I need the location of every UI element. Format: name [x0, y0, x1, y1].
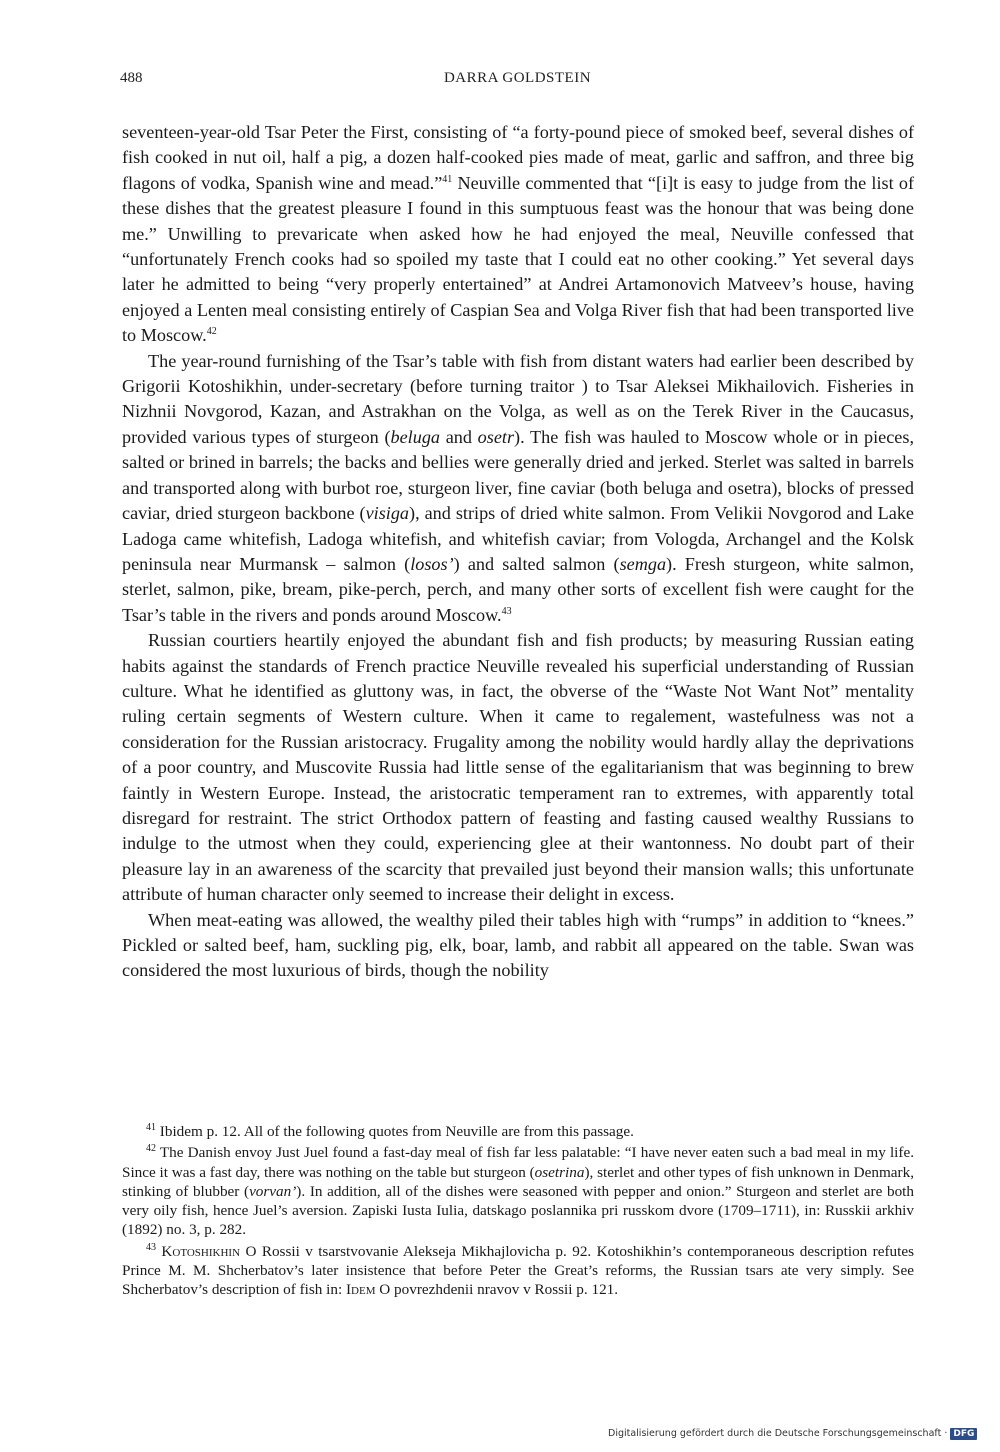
term-semga: semga: [619, 553, 667, 574]
paragraph-3: Russian courtiers heartily enjoyed the abundant fish and fish products; by measuring Russian eating habits against the standards of French practice Neuville revealed his superficial understanding of Russian culture. What he identified as gluttony was, in fact, the obverse of the “Waste Not Want Not” mentality ruling certain segments of Western culture. When it came to regalement, wastefulness was not a consideration for the Russian aristocracy. Frugality among the nobility would hardly allay the deprivations of a poor country, and Muscovite Russia had little sense of the egalitarianism that was beginning to brew faintly in Western Europe. Instead, the aristocratic temperament ran to extremes, with apparently total disregard for restraint. The strict Orthodox pattern of feasting and fasting caused wealthy Russians to indulge to the utmost when they could, experiencing glee at their wantonness. No doubt part of their pleasure lay in an awareness of the scarcity that prevailed just beyond their mansion walls; this unfortunate attribute of human character only seemed to increase their delight in excess.: [122, 630, 914, 905]
body-text: [122, 120, 914, 984]
paragraph-2: [122, 349, 914, 628]
footnote-41-number: 41: [146, 1121, 156, 1133]
footnote-42-text-a: The Danish envoy Just Juel found a fast-day meal of fish far less palatable: “I have never eaten such a bad meal in my life. Since it was a fast day, there was nothing on the table but sturgeon (: [122, 1144, 914, 1181]
paragraph-2-text-b: and: [440, 426, 478, 447]
term-beluga: beluga: [390, 426, 441, 447]
running-head: DARRA GOLDSTEIN: [443, 70, 592, 86]
footnote-42: [122, 1143, 914, 1239]
footnote-42-number: 42: [146, 1143, 156, 1155]
footnote-ref-42: 42: [206, 326, 217, 338]
page-header: [120, 70, 915, 94]
author-kotoshikhin: Kotoshikhin: [161, 1242, 241, 1260]
paragraph-2-text-a: The year-round furnishing of the Tsar’s table with fish from distant waters had earlier been described by Grigorii Kotoshikhin, under-secretary (before turning traitor ) to Tsar Aleksei Mikhailovich. Fisheries in Nizhnii Novgorod, Kazan, and Astrakhan on the Volga, as well as on the Terek River in the Caucasus, provided various types of sturgeon (: [122, 350, 914, 447]
footnotes: [122, 1122, 914, 1302]
footnote-43: [122, 1242, 914, 1300]
paragraph-1-text-a: seventeen-year-old Tsar Peter the First, consisting of “a forty-pound piece of smoked beef, several dishes of fish cooked in nut oil, half a pig, a dozen half-cooked pies made of meat, garlic and saffron, and three big flagons of vodka, Spanish wine and mead.”: [122, 122, 914, 193]
term-osetrina: osetrina: [534, 1163, 585, 1181]
term-osetr: osetr: [477, 426, 515, 447]
author-idem: Idem: [345, 1281, 376, 1299]
term-vorvan: vorvan’: [249, 1182, 297, 1200]
paragraph-2-text-c: ). The fish was hauled to Moscow whole or in pieces, salted or brined in barrels; the backs and bellies were generally dried and jerked. Sterlet was salted in barrels and transported along with burbot roe, sturgeon liver, fine caviar (both beluga and osetra), blocks of pressed caviar, dried sturgeon backbone (: [122, 426, 914, 524]
paragraph-2-text-f: ). Fresh sturgeon, white salmon, sterlet, salmon, pike, bream, pike-perch, perch, and many other sorts of excellent fish were caught for the Tsar’s table in the rivers and ponds around Moscow.: [122, 553, 914, 625]
footnote-ref-41: 41: [442, 173, 453, 185]
paragraph-4: When meat-eating was allowed, the wealthy piled their tables high with “rumps” in addition to “knees.” Pickled or salted beef, ham, suckling pig, elk, boar, lamb, and rabbit all appeared on the table. Swan was considered the most luxurious of birds, though the nobility: [122, 909, 914, 981]
footnote-43-text-b: O povrezhdenii nravov v Rossii p. 121.: [375, 1281, 619, 1299]
footnote-43-number: 43: [146, 1241, 156, 1253]
footnote-ref-43: 43: [501, 605, 512, 617]
term-visiga: visiga: [365, 503, 410, 524]
footnote-42-text-b: ), sterlet and other types of fish unknown in Denmark, stinking of blubber (: [122, 1163, 914, 1200]
footnote-43-text-a: O Rossii v tsarstvovanie Alekseja Mikhajlovicha p. 92. Kotoshikhin’s contemporaneous description refutes Prince M. M. Shcherbatov’s later insistence that before Peter the Great’s reforms, the Russian tsars ate very simply. See Shcherbatov’s description of fish in:: [122, 1242, 914, 1299]
footnote-42-text-c: ). In addition, all of the dishes were seasoned with pepper and onion.” Sturgeon and sterlet are both very oily fish, hence Juel’s aversion. Zapiski Iusta Iulia, datskago poslannika pri russkom dvore (1709–1711), in: Russkii arkhiv (1892) no. 3, p. 282.: [122, 1182, 914, 1239]
paragraph-2-text-d: ), and strips of dried white salmon. From Velikii Novgorod and Lake Ladoga came whitefish, Ladoga whitefish, and whitefish caviar; from Vologda, Archangel and the Kolsk peninsula near Murmansk – salmon (: [122, 503, 914, 574]
footnote-41: [122, 1122, 914, 1141]
dfg-logo-icon: DFG: [950, 1428, 977, 1440]
paragraph-1-text-b: Neuville commented that “[i]t is easy to judge from the list of these dishes that the greatest pleasure I found in this sumptuous feast was the honour that was being done me.” Unwilling to prevaricate when asked how he had enjoyed the meal, Neuville confessed that “unfortunately French cooks had so spoiled my taste that I could eat no other cooking.” Yet several days later he admitted to being “very properly entertained” at Andrei Artamonovich Matveev’s house, having enjoyed a Lenten meal consisting entirely of Caspian Sea and Volga River fish that had been transported live to Moscow.: [122, 172, 915, 346]
term-losos: losos’: [410, 553, 454, 574]
paragraph-1: [122, 120, 914, 349]
digitization-credit: [608, 1428, 977, 1446]
credit-text: Digitalisierung gefördert durch die Deutsche Forschungsgemeinschaft ·: [608, 1428, 948, 1439]
footnote-41-text: Ibidem p. 12. All of the following quotes from Neuville are from this passage.: [156, 1123, 634, 1140]
paragraph-2-text-e: ) and salted salmon (: [453, 553, 620, 574]
page-number: 488: [120, 70, 143, 86]
